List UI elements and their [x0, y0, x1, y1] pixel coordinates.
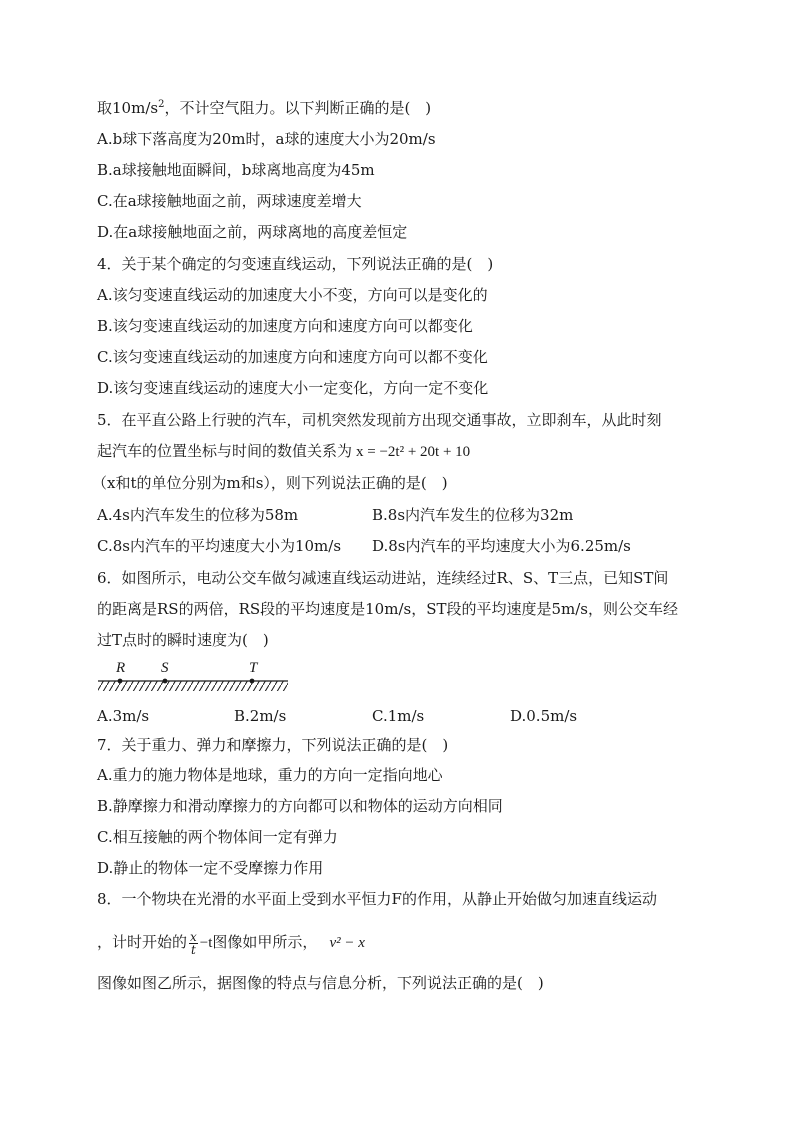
ground-hatch [98, 681, 288, 691]
q3-option-c: C.在a球接触地面之前，两球速度差增大 [97, 192, 362, 210]
q5-option-d: D.8s内汽车的平均速度大小为6.25m/s [372, 537, 631, 555]
q7-option-a: A.重力的施力物体是地球，重力的方向一定指向地心 [97, 766, 443, 784]
label-r: R [116, 660, 126, 676]
q7-option-d: D.静止的物体一定不受摩擦力作用 [97, 859, 324, 877]
q4-stem: 4．关于某个确定的匀变速直线运动，下列说法正确的是( ) [97, 255, 494, 273]
label-s: S [161, 660, 169, 676]
q7-stem: 7．关于重力、弹力和摩擦力，下列说法正确的是( ) [97, 736, 449, 754]
q7-option-c: C.相互接触的两个物体间一定有弹力 [97, 828, 338, 846]
point-r [118, 679, 123, 684]
q4-option-d: D.该匀变速直线运动的速度大小一定变化，方向一定不变化 [97, 379, 489, 397]
v-squared-x-label: v² − x [329, 935, 365, 951]
q8-stem-line2: ，计时开始的 $\frac{x}{t}$ −t图像如甲所示， v² − x [97, 929, 365, 957]
q4-option-b: B.该匀变速直线运动的加速度方向和速度方向可以都变化 [97, 317, 473, 335]
q4-option-a: A.该匀变速直线运动的加速度大小不变，方向可以是变化的 [97, 286, 488, 304]
q6-option-d: D.0.5m/s [510, 707, 578, 725]
q5-stem-line2: 起汽车的位置坐标与时间的数值关系为 x = −2t² + 20t + 10 [97, 442, 471, 460]
q3-stem-tail: 取$10m/s^2$，不计空气阻力。以下判断正确的是( ) [97, 99, 432, 117]
label-t: T [249, 660, 258, 676]
q6-stem-line2: 的距离是RS的两倍，RS段的平均速度是10m/s，ST段的平均速度是5m/s，则公交车经 [97, 600, 679, 618]
q7-option-b: B.静摩擦力和滑动摩擦力的方向都可以和物体的运动方向相同 [97, 797, 503, 815]
q5-position-equation: x = −2t² + 20t + 10 [356, 444, 471, 460]
x-over-t-fraction: $\frac{x}{t}$ [190, 929, 197, 957]
q6-road-diagram [95, 655, 295, 699]
q6-stem-line1: 6．如图所示，电动公交车做匀减速直线运动进站，连续经过R、S、T三点，已知ST间 [97, 569, 669, 587]
q5-option-c: C.8s内汽车的平均速度大小为10m/s [97, 537, 342, 555]
point-t [250, 679, 255, 684]
q5-option-a: A.4s内汽车发生的位移为58m [97, 506, 299, 524]
q3-option-a: A.b球下落高度为20m时，a球的速度大小为20m/s [97, 130, 436, 148]
point-s [163, 679, 168, 684]
q8-stem-line1: 8．一个物块在光滑的水平面上受到水平恒力F的作用，从静止开始做匀加速直线运动 [97, 890, 657, 908]
q5-option-b: B.8s内汽车发生的位移为32m [372, 506, 574, 524]
q6-option-c: C.1m/s [372, 707, 425, 725]
q4-option-c: C.该匀变速直线运动的加速度方向和速度方向可以都不变化 [97, 348, 488, 366]
q3-option-d: D.在a球接触地面之前，两球离地的高度差恒定 [97, 223, 408, 241]
q6-option-b: B.2m/s [234, 707, 287, 725]
q6-option-a: A.3m/s [97, 707, 150, 725]
q3-option-b: B.a球接触地面瞬间，b球离地高度为45m [97, 161, 375, 179]
q5-stem-line3: （x和t的单位分别为m和s），则下列说法正确的是( ) [92, 474, 448, 492]
q8-stem-line3: 图像如图乙所示，据图像的特点与信息分析，下列说法正确的是( ) [97, 974, 544, 992]
q5-stem-line1: 5．在平直公路上行驶的汽车，司机突然发现前方出现交通事故，立即刹车，从此时刻 [97, 411, 662, 429]
q6-stem-line3: 过T点时的瞬时速度为( ) [97, 631, 269, 649]
